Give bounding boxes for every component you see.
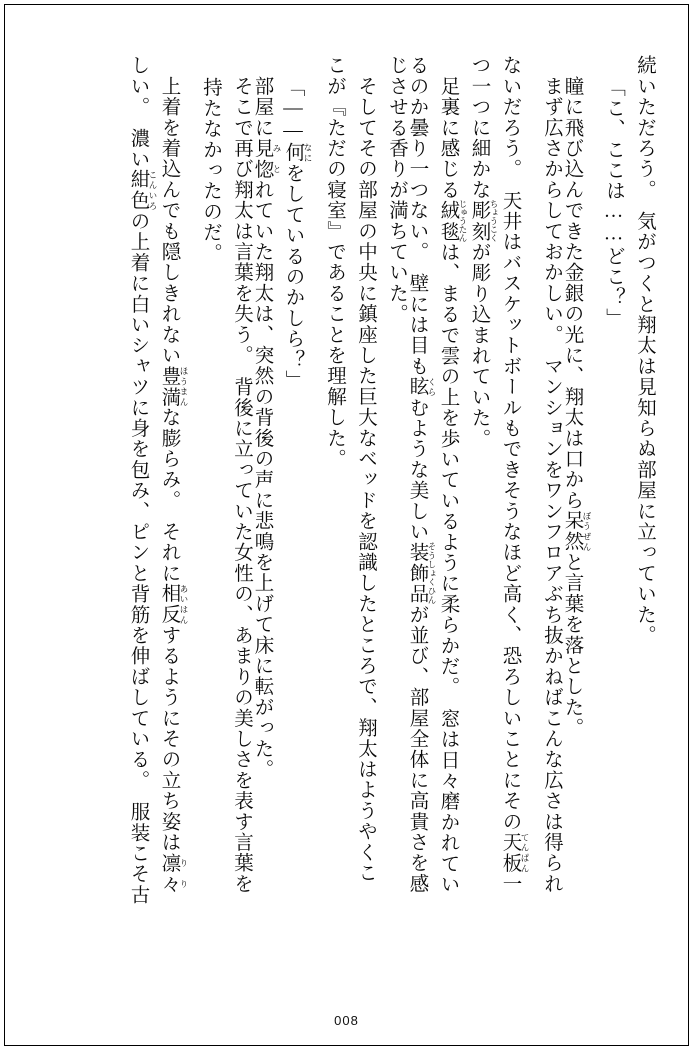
- ruby-text: 相反 あいはん: [158, 583, 189, 625]
- ruby-text: 見惚 みと: [251, 137, 282, 180]
- ruby-text: 装飾品 そうしょくひん: [406, 542, 437, 605]
- text-line: 上着を着込んでも隠しきれない豊満 ほうまんな膨らみ。 それに相反 あいはんするようにその立ち姿は凛々 りり: [158, 55, 189, 894]
- text-line: まず広さからしておかしい。 マンションをワンフロアぶち抜かねばこんな広さは得られ: [541, 55, 562, 894]
- text-line: こが『ただの寝室』であることを理解した。: [324, 55, 345, 469]
- text-line: ないだろう。 天井はバスケットボールもできそうなほど高く、恐ろしいことにその天板 てんぱん一: [499, 55, 530, 894]
- ruby-text: 凛々 りり: [158, 852, 189, 894]
- text-line: るのか曇り一つない。 壁には目も眩 くらむような美しい装飾品 そうしょくひんが並び、部屋全体に高貴さを感: [406, 55, 437, 894]
- ruby-text: 彫刻 ちょうこく: [468, 199, 499, 243]
- text-line: 部屋に見惚 みとれていた翔太は、突然の背後の声に悲鳴を上げて床に転がった。: [251, 55, 282, 780]
- text-line: しい。 濃い紺色 こんいろの上着に白いシャツに身を包み、ピンと背筋を伸ばしている。 服装こそ古: [127, 55, 158, 905]
- ruby-text: 眩 くら: [406, 376, 437, 398]
- page-number: 008: [334, 1013, 359, 1028]
- text-line: 瞳に飛び込んできた金銀の光に、翔太は口から呆然 ぼうぜんと言葉を落とした。: [561, 55, 592, 739]
- ruby-text: 何 なに: [282, 142, 313, 163]
- ruby-text: 紺色 こんいろ: [127, 169, 158, 211]
- text-line: 続いただろう。 気がつくと翔太は見知らぬ部屋に立っていた。: [634, 55, 655, 646]
- text-line: 足裏に感じる絨毯 じゅうたんは、まるで雲の上を歩いているように柔らかだ。 窓は日々磨かれてい: [437, 55, 468, 895]
- text-line: じさせる香りが満ちていた。: [386, 55, 407, 325]
- ruby-text: 天板 てんぱん: [499, 831, 530, 874]
- text-line: つ一つに細かな彫刻 ちょうこくが彫り込まれていた。: [468, 55, 499, 449]
- text-line: そしてその部屋の中央に鎮座した巨大なベッドを認識したところで、翔太はようやくこ: [355, 55, 376, 883]
- ruby-text: 豊満 ほうまん: [158, 365, 189, 407]
- text-line: 「こ、ここは……どこ？」: [603, 77, 624, 329]
- vertical-text-block: [40, 55, 654, 985]
- ruby-text: 呆然 ぼうぜん: [561, 510, 592, 552]
- text-line: そこで再び翔太は言葉を失う。 背後に立っていた女性の、あまりの美しさを表す言葉を: [231, 55, 252, 894]
- ruby-text: 絨毯 じゅうたん: [437, 199, 468, 243]
- text-line: 持たなかったのだ。: [200, 77, 221, 264]
- text-line: 「——何 なにをしているのかしら？」: [282, 77, 313, 391]
